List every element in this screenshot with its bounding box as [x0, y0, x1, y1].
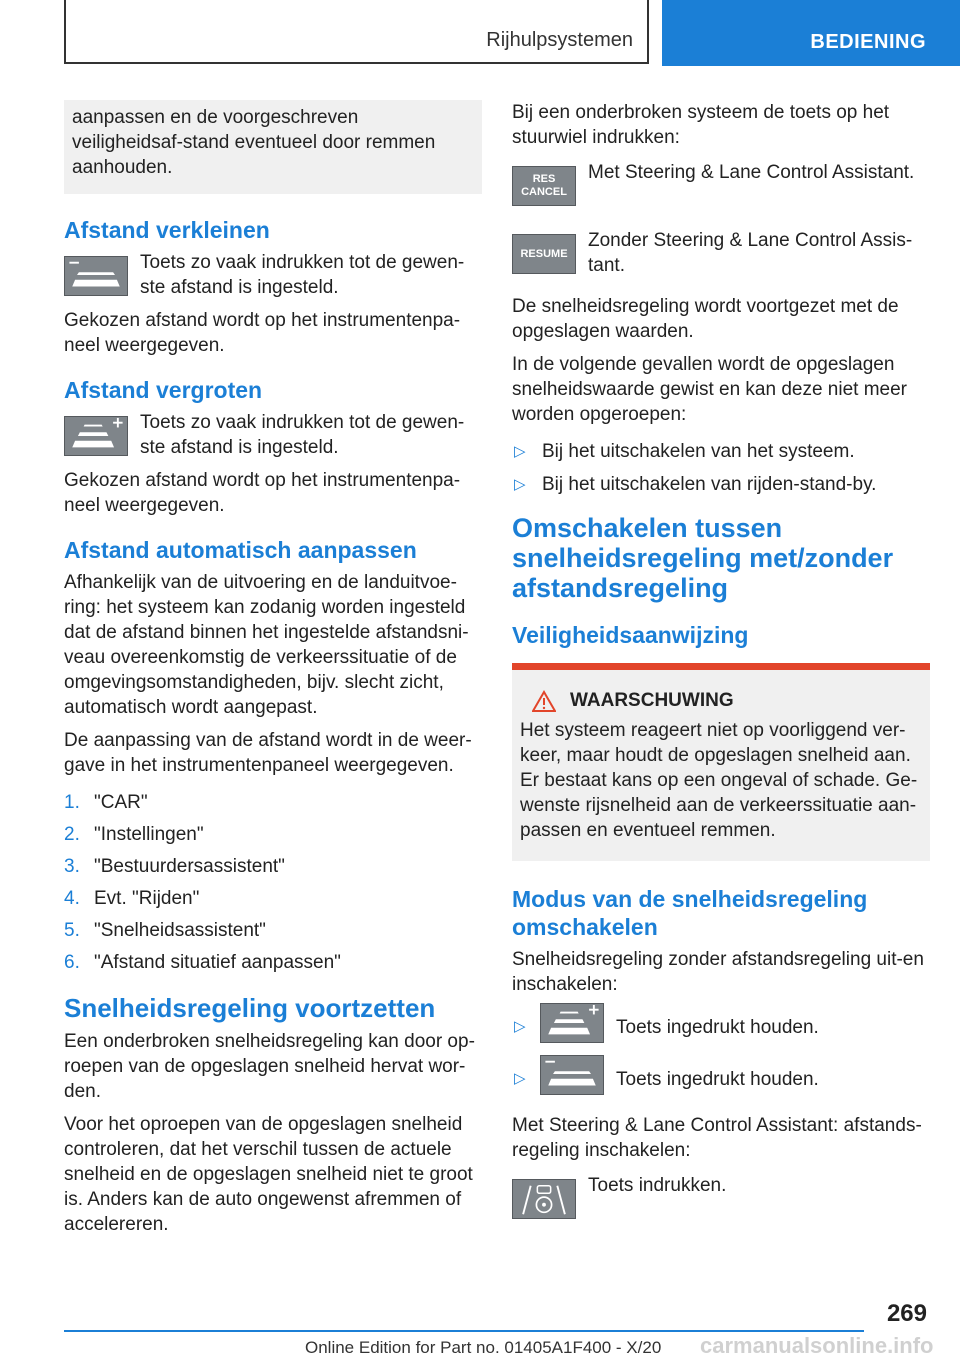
mode-body2: Met Steering & Lane Control Assistant: afstands-regeling inschakelen: [512, 1115, 922, 1161]
warning-triangle-icon [532, 690, 556, 712]
heading-resume: Snelheidsregeling voortzetten [64, 993, 436, 1023]
settings-steps-list [64, 790, 482, 975]
heading-distance-increase: Afstand vergroten [64, 377, 263, 403]
mode-item-decrease: ▷ Toets ingedrukt houden. [512, 1053, 930, 1105]
distance-decrease-button-icon [64, 256, 128, 296]
distance-increase-row [64, 410, 482, 460]
triangle-bullet-icon: ▷ [514, 1018, 526, 1035]
res-cancel-button-icon: RES CANCEL [512, 166, 576, 206]
page-number: 269 [886, 1300, 927, 1327]
right-column [512, 100, 930, 1231]
chapter-title: BEDIENING [810, 31, 926, 53]
distance-decrease-body: Gekozen afstand wordt op het instrumentenpa-neel weergegeven. [64, 310, 461, 356]
steering-lane-assist-icon [512, 1179, 576, 1219]
list-item: ▷ Bij het uitschakelen van rijden-stand-by. [514, 474, 877, 495]
res-cancel-row [512, 160, 930, 220]
right-body2: In de volgende gevallen wordt de opgeslagen snelheidswaarde gewist en kan deze niet meer worden opgeroepen: [512, 354, 908, 425]
resume-body2: Voor het oproepen van de opgeslagen snelheid controleren, dat het verschil tussen de actuele snelheid en de opgeslagen snelheid niet te groot is. Anders kan de auto ongewenst afremmen of accelereren. [64, 1114, 473, 1235]
distance-auto-body2: De aanpassing van de afstand wordt in de weer-gave in het instrumentenpaneel weergegeven. [64, 730, 472, 776]
list-item: 1. "CAR" [64, 792, 148, 813]
mode-body: Snelheidsregeling zonder afstandsregeling uit-en inschakelen: [512, 949, 924, 995]
watermark: carmanualsonline.info [700, 1333, 934, 1358]
cases-list [512, 439, 930, 497]
warning-bar [512, 663, 930, 670]
footer-divider [64, 1330, 864, 1332]
header-section-box [64, 0, 649, 64]
right-intro: Bij een onderbroken systeem de toets op het stuurwiel indrukken: [512, 102, 890, 148]
mode-item-increase: ▷ Toets ingedrukt houden. [512, 1001, 930, 1053]
list-item: 4. Evt. "Rijden" [64, 888, 200, 909]
list-item: 6. "Afstand situatief aanpassen" [64, 952, 341, 973]
distance-increase-text: Toets zo vaak indrukken tot de gewen-ste afstand is ingesteld. [140, 412, 465, 458]
distance-increase-button-icon [540, 1003, 604, 1043]
header-chapter-box [662, 0, 960, 66]
heading-switch-mode: Omschakelen tussen snelheidsregeling met/zonder afstandsregeling [512, 513, 894, 603]
warning-box [512, 670, 930, 861]
distance-decrease-text: Toets zo vaak indrukken tot de gewen-ste afstand is ingesteld. [140, 252, 465, 298]
heading-safety: Veiligheidsaanwijzing [512, 622, 749, 648]
footer-edition: Online Edition for Part no. 01405A1F400 - X/20 [305, 1338, 662, 1357]
lane-assist-row [512, 1173, 930, 1223]
distance-decrease-row [64, 250, 482, 300]
warning-title-row [520, 690, 922, 712]
distance-increase-body: Gekozen afstand wordt op het instrumentenpa-neel weergegeven. [64, 470, 461, 516]
distance-decrease-button-icon [540, 1055, 604, 1095]
resume-body1: Een onderbroken snelheidsregeling kan door op-roepen van de opgeslagen snelheid hervat wor-den. [64, 1031, 475, 1102]
warning-text: Het systeem reageert niet op voorliggend ver-keer, maar houdt de opgeslagen snelheid aan. Er bestaat kans op een ongeval of schade. Ge-wenste rijsnelheid aan de verkeerssituatie aan-passen en eventueel remmen. [520, 720, 918, 841]
intro-box [64, 100, 482, 194]
list-item: 3. "Bestuurdersassistent" [64, 856, 285, 877]
intro-box-text: aanpassen en de voorgeschreven veiligheidsaf-stand eventueel door remmen aanhouden. [72, 107, 436, 178]
list-item: ▷ Bij het uitschakelen van het systeem. [514, 441, 855, 462]
resume-row [512, 228, 930, 286]
resume-text: Zonder Steering & Lane Control Assis-tant. [588, 230, 913, 276]
res-cancel-text: Met Steering & Lane Control Assistant. [588, 162, 915, 183]
section-title: Rijhulpsystemen [486, 29, 633, 51]
triangle-bullet-icon: ▷ [514, 476, 526, 493]
lane-assist-text: Toets indrukken. [588, 1175, 727, 1196]
resume-button-icon: RESUME [512, 234, 576, 274]
heading-distance-auto: Afstand automatisch aanpassen [64, 537, 417, 563]
triangle-bullet-icon: ▷ [514, 443, 526, 460]
triangle-bullet-icon: ▷ [514, 1070, 526, 1087]
distance-increase-button-icon [64, 416, 128, 456]
list-item: 2. "Instellingen" [64, 824, 204, 845]
heading-distance-decrease: Afstand verkleinen [64, 217, 270, 243]
list-item: 5. "Snelheidsassistent" [64, 920, 266, 941]
heading-mode-switch: Modus van de snelheidsregeling omschakelen [512, 886, 868, 940]
distance-auto-body1: Afhankelijk van de uitvoering en de landuitvoe-ring: het systeem kan zodanig worden ingesteld dat de afstand binnen het ingestelde afstandsni-veau overeenkomstig de verkeerssituatie of de omgevingsomstandigheden, bijv. slecht zicht, automatisch wordt aangepast. [64, 572, 469, 718]
left-column [64, 100, 482, 1245]
warning-title: WAARSCHUWING [570, 690, 734, 711]
right-body1: De snelheidsregeling wordt voortgezet met de opgeslagen waarden. [512, 296, 899, 342]
